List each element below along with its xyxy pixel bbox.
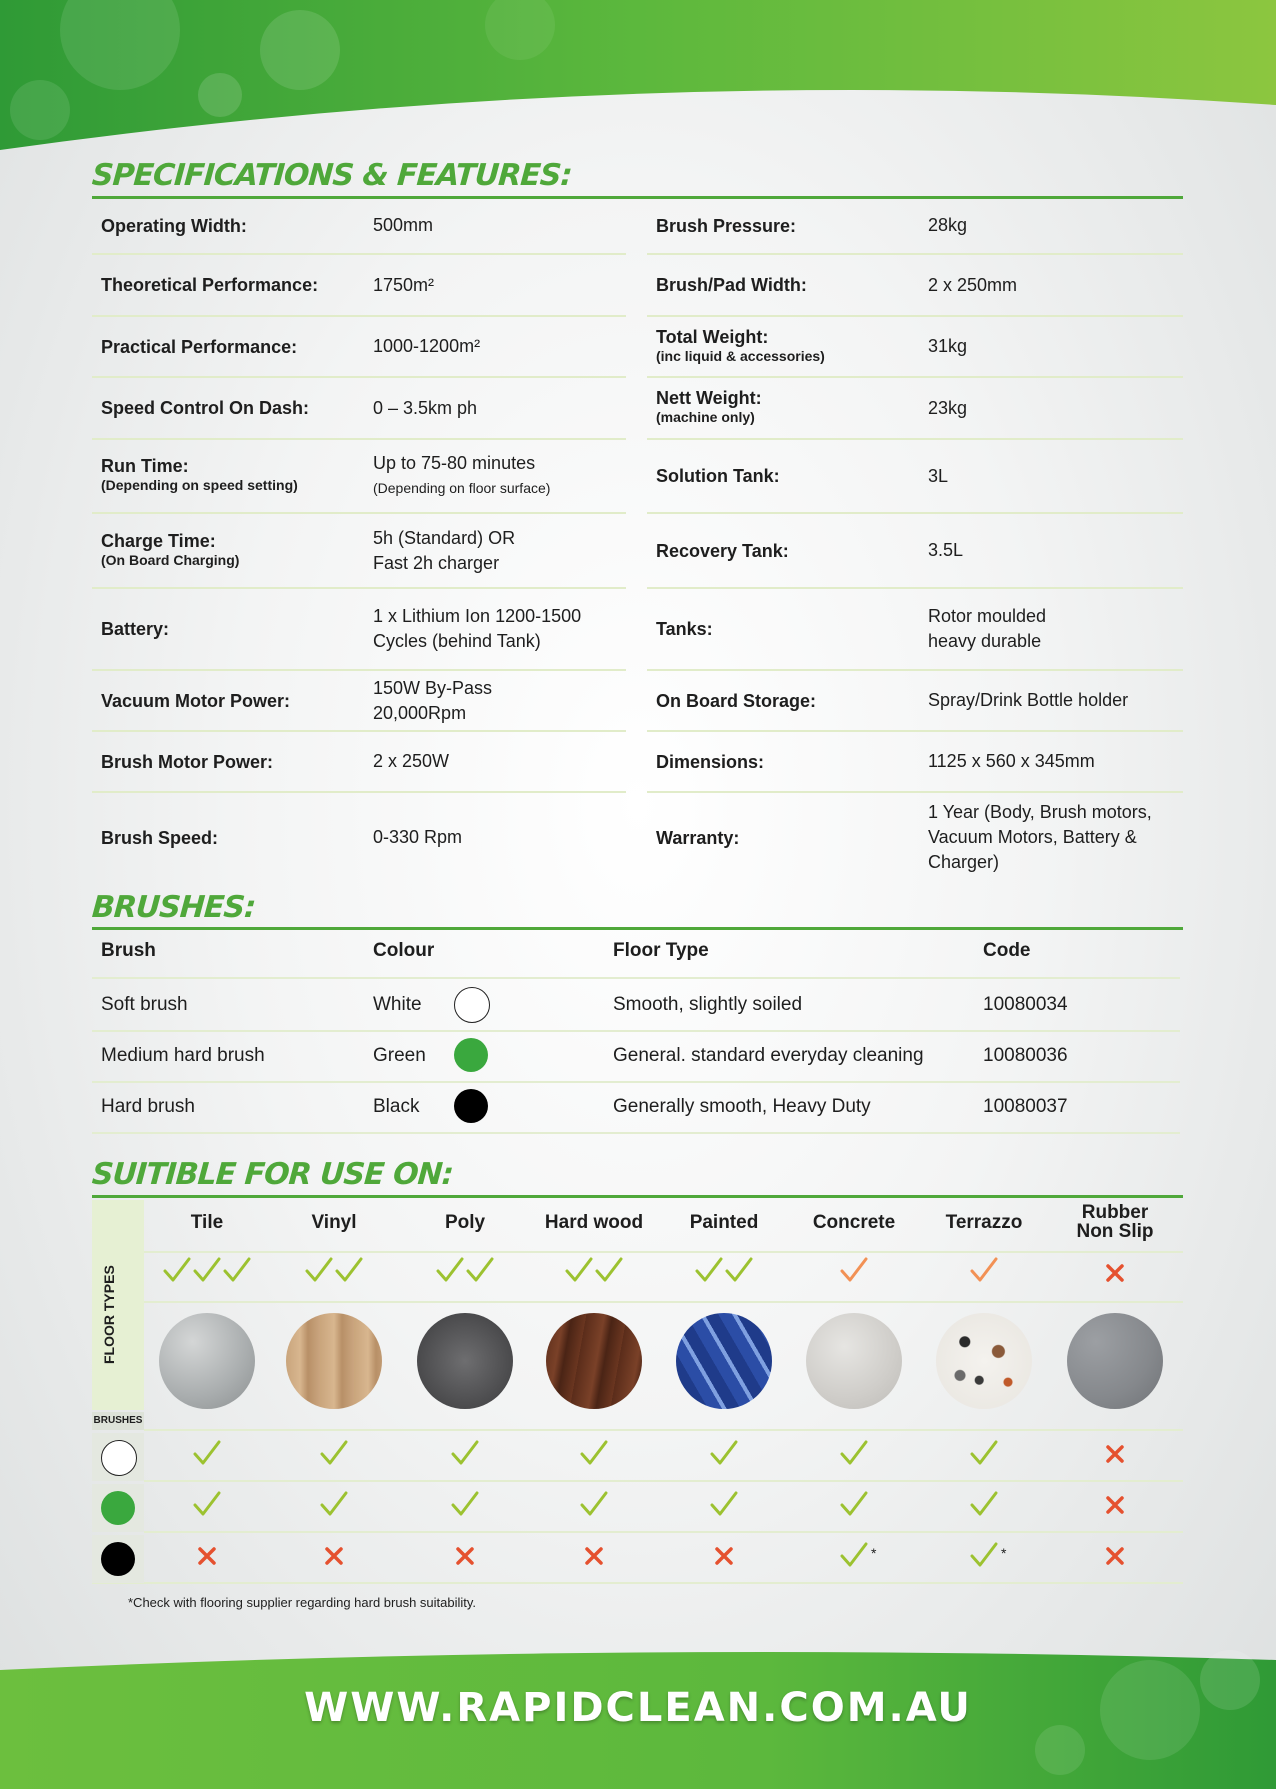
cross-icon [587,1549,601,1563]
spec-value [928,538,963,563]
suitability-mark [531,1541,657,1585]
spec-value-line: 150W By-Pass [373,677,493,698]
brush-colour: Black [373,1096,420,1117]
spec-row [92,317,626,378]
spec-value-line: 1 x Lithium Ion 1200-1500 [373,606,582,626]
spec-value [373,213,433,238]
suitability-mark [921,1439,1047,1483]
cross-wrap [144,1541,270,1572]
suitability-mark [271,1490,397,1534]
check-icon [468,1259,492,1280]
brush-colour-swatch [454,1038,488,1072]
floor-rating [402,1256,528,1292]
hardwood-photo [546,1313,642,1409]
brushes-header-divider [92,977,1180,979]
spec-value-line: 3.5L [928,540,964,560]
spec-label-text: On Board Storage: [656,690,817,711]
suitability-mark [144,1490,270,1534]
check-icon [453,1493,477,1514]
spec-label [656,751,764,773]
spec-value-line: Cycles (behind Tank) [373,631,541,651]
spec-value-line: 0 – 3.5km ph [373,397,478,418]
brush-colour: Green [373,1045,426,1066]
suitability-mark [271,1439,397,1483]
specs-title: SPECIFICATIONS & FEATURES: [90,158,573,193]
brushes-header-floor-type: Floor Type [613,940,709,961]
spec-value [373,749,449,774]
cross-wrap [402,1541,528,1572]
spec-value [928,334,967,359]
check-icon [438,1259,462,1280]
cross-icon [1108,1498,1122,1512]
cross-wrap [1052,1439,1178,1470]
spec-value-line: 20,000Rpm [373,702,467,723]
spec-value-line: Fast 2h charger [373,552,500,573]
spec-value-line: Spray/Drink Bottle holder [928,690,1129,710]
cross-wrap [1052,1490,1178,1521]
grid-divider [144,1429,1183,1431]
concrete-photo [806,1313,902,1409]
spec-row [92,732,626,793]
spec-value-line: (Depending on floor surface) [373,480,551,496]
spec-row [647,671,1183,732]
spec-label [101,274,318,296]
spec-value-line: 500mm [373,215,434,235]
check-icon [697,1259,721,1280]
spec-label [656,387,762,425]
spec-row [92,793,626,882]
spec-label [101,827,218,849]
spec-value-line: 1750m² [373,274,435,295]
brush-code: 10080037 [983,1096,1068,1117]
brush-floor-type: General. standard everyday cleaning [613,1045,924,1066]
floor-rating [531,1256,657,1292]
cross-icon [717,1549,731,1563]
spec-row [92,514,626,589]
spec-value [373,604,581,654]
suitability-mark [402,1439,528,1483]
spec-value [928,213,967,238]
floor-name: Hard wood [544,1212,644,1233]
vinyl-photo [286,1313,382,1409]
floor-name: Poly [444,1212,486,1233]
brush-swatch [101,1491,135,1525]
suitability-mark [661,1439,787,1483]
spec-value-line: 1000-1200m² [373,336,481,356]
brush-swatch [101,1542,135,1576]
brush-code: 10080036 [983,1045,1068,1066]
footnote: *Check with flooring supplier regarding hard brush suitability. [128,1595,477,1610]
suitability-mark [661,1541,787,1585]
floor-header [402,1213,528,1232]
spec-value [373,396,477,421]
spec-label [656,540,789,562]
floor-header [791,1213,917,1232]
suitability-mark [144,1439,270,1483]
floor-name: Painted [689,1212,759,1233]
spec-label [101,751,273,773]
spec-value [928,273,1017,298]
spec-label [656,274,807,296]
cross-icon [1108,1266,1122,1280]
header-banner [0,0,1276,150]
spec-label-text: Charge Time: [101,530,216,551]
spec-label-text: Operating Width: [101,215,247,236]
floor-name: Rubber [1081,1202,1149,1223]
spec-label-text: Brush Motor Power: [101,751,274,772]
spec-row [92,255,626,317]
suitable-rule [92,1195,1183,1198]
spec-label-note: (inc liquid & accessories) [656,347,825,364]
spec-label [656,827,739,849]
spec-row [647,378,1183,440]
cross-wrap [271,1541,397,1572]
check-icon [195,1493,219,1514]
floor-name: Concrete [812,1212,896,1233]
brush-name: Soft brush [101,994,188,1015]
brush-floor-type: Generally smooth, Heavy Duty [613,1096,871,1117]
spec-row [647,793,1183,882]
spec-row [92,198,626,255]
floor-header [1052,1203,1178,1241]
spec-value [373,676,492,726]
check-icon [597,1259,621,1280]
floor-types-side-panel [92,1200,144,1410]
cross-wrap [1052,1541,1178,1572]
brush-name: Hard brush [101,1096,195,1117]
spec-label-text: Speed Control On Dash: [101,398,310,418]
cross-icon [1108,1447,1122,1461]
suitability-mark [791,1541,917,1585]
spec-label-text: Tanks: [656,619,713,639]
spec-label-text: Recovery Tank: [656,540,789,561]
check-icon [712,1442,736,1463]
spec-value-line: 5h (Standard) OR [373,527,516,548]
spec-row [647,732,1183,793]
suitability-mark [531,1490,657,1534]
brush-colour-swatch [454,1089,488,1123]
cross-icon [458,1549,472,1563]
check-icon [322,1442,346,1463]
suitability-mark [144,1541,270,1585]
suitability-mark [271,1541,397,1585]
brushes-header-code: Code [983,940,1031,961]
floor-rating [661,1256,787,1292]
floor-rating [921,1256,1047,1292]
suitability-mark [921,1541,1047,1585]
floor-rating [1052,1256,1178,1292]
suitability-mark [402,1490,528,1534]
suitability-mark [1052,1490,1178,1534]
spec-value [373,825,462,850]
suitability-mark [402,1541,528,1585]
suitability-mark [791,1490,917,1534]
spec-label-text: Run Time: [101,456,189,476]
spec-label [101,455,298,493]
floor-rating [271,1256,397,1292]
spec-label [656,618,713,640]
spec-row [92,671,626,732]
spec-value-line: Charger) [928,852,1000,872]
spec-label-note: (Depending on speed setting) [101,477,298,493]
spec-row [92,589,626,671]
spec-value-line: 1 Year (Body, Brush motors, [928,802,1152,822]
website-url[interactable]: WWW.RAPIDCLEAN.COM.AU [304,1685,972,1731]
spec-value [928,800,1152,875]
check-icon [712,1493,736,1514]
tile-photo [159,1313,255,1409]
spec-label [656,465,780,487]
check-icon [453,1442,477,1463]
check-icon [842,1442,866,1463]
spec-value-line: 1125 x 560 x 345mm [928,751,1095,771]
check-icon [842,1259,866,1280]
spec-value-line: 2 x 250W [373,751,450,771]
check-icon [972,1442,996,1463]
floor-header [144,1213,270,1232]
spec-label [101,618,169,640]
grid-divider [144,1251,1183,1253]
floor-types-label: FLOOR TYPES [101,1265,117,1364]
spec-value-line: 0-330 Rpm [373,827,463,847]
check-icon [972,1493,996,1514]
spec-value-line: Rotor moulded [928,606,1047,626]
suitability-mark [921,1490,1047,1534]
suitability-mark [661,1490,787,1534]
spec-row [92,440,626,514]
spec-row [92,378,626,440]
spec-value [373,526,515,576]
poly-photo [417,1313,513,1409]
brush-row [92,980,1180,1032]
spec-row [647,198,1183,255]
spec-label-text: Nett Weight: [656,388,762,408]
check-icon [337,1259,361,1280]
rubber-photo [1067,1313,1163,1409]
floor-rating [791,1256,917,1292]
floor-header [921,1213,1047,1232]
spec-row [647,514,1183,589]
floor-header [271,1213,397,1232]
floor-name-line2: Non Slip [1076,1221,1154,1242]
brushes-header-brush: Brush [101,940,156,961]
spec-value [373,451,550,501]
spec-label [656,690,816,712]
spec-value [928,688,1128,713]
spec-label [101,397,309,419]
spec-value-line: heavy durable [928,631,1042,651]
spec-value-line: 23kg [928,397,968,418]
check-icon [195,1259,219,1280]
check-icon [972,1259,996,1280]
spec-row [647,255,1183,317]
grid-divider [144,1301,1183,1303]
brush-row [92,1082,1180,1134]
brushes-rule [92,927,1183,930]
spec-label-text: Vacuum Motor Power: [101,690,291,711]
brush-floor-type: Smooth, slightly soiled [613,994,803,1015]
spec-value [373,273,434,298]
spec-value [928,396,967,421]
cross-icon [1108,1549,1122,1563]
brushes-header-colour: Colour [373,940,435,961]
spec-label-text: Warranty: [656,827,740,848]
spec-value-line: 31kg [928,336,968,356]
painted-photo [676,1313,772,1409]
spec-label-note: (machine only) [656,409,755,425]
spec-label-text: Battery: [101,619,170,639]
check-icon [165,1259,189,1280]
brush-row [92,1031,1180,1083]
floor-name: Vinyl [311,1212,357,1233]
floor-name: Tile [190,1212,224,1233]
brush-name: Medium hard brush [101,1045,265,1066]
spec-row [647,589,1183,671]
terrazzo-photo [936,1313,1032,1409]
cross-icon [327,1549,341,1563]
brush-swatch [101,1440,137,1476]
floor-header [531,1213,657,1232]
cross-wrap [661,1541,787,1572]
cross-wrap [531,1541,657,1572]
spec-value [373,334,480,359]
spec-value [928,749,1095,774]
spec-label [101,530,239,568]
spec-label-text: Dimensions: [656,751,765,772]
brush-colour-swatch [454,987,490,1023]
floor-header [661,1213,787,1232]
check-icon [322,1493,346,1514]
spec-value-line: Up to 75-80 minutes [373,453,536,473]
spec-value-line: 3L [928,465,949,486]
floor-name: Terrazzo [945,1212,1023,1233]
suitability-mark [1052,1439,1178,1483]
brushes-side-label: BRUSHES [92,1412,144,1430]
check-icon [972,1544,996,1565]
cross-icon [200,1549,214,1563]
spec-label [101,336,297,358]
suitability-mark [1052,1541,1178,1585]
spec-label-note: (On Board Charging) [101,551,240,568]
spec-value-line: 2 x 250mm [928,274,1018,295]
spec-value-line: Vacuum Motors, Battery & [928,827,1137,847]
brushes-title: BRUSHES: [90,890,257,925]
brush-colour: White [373,994,422,1015]
check-icon [225,1259,249,1280]
spec-label-text: Total Weight: [656,326,769,347]
spec-value [928,464,948,489]
cross-wrap [1052,1256,1178,1289]
spec-label [101,690,290,712]
check-icon [842,1493,866,1514]
spec-label-text: Practical Performance: [101,336,298,357]
check-icon [195,1442,219,1463]
suitability-mark [791,1439,917,1483]
suitable-title: SUITIBLE FOR USE ON: [90,1157,454,1192]
suitability-mark [531,1439,657,1483]
check-icon [842,1544,866,1565]
spec-row [647,317,1183,378]
check-icon [727,1259,751,1280]
spec-row [647,440,1183,514]
floor-rating [144,1256,270,1292]
brush-code: 10080034 [983,994,1068,1015]
spec-label-text: Brush Pressure: [656,215,797,236]
check-icon [307,1259,331,1280]
spec-label [656,326,825,364]
spec-label [656,215,796,237]
spec-value-line: 28kg [928,215,968,235]
asterisk: * [1001,1545,1007,1561]
spec-label [101,215,247,237]
check-icon [582,1493,606,1514]
spec-value [928,604,1046,654]
spec-label-text: Brush/Pad Width: [656,275,807,295]
asterisk: * [871,1545,877,1561]
check-icon [582,1442,606,1463]
spec-label-text: Brush Speed: [101,827,219,848]
spec-label-text: Theoretical Performance: [101,275,319,295]
spec-label-text: Solution Tank: [656,466,780,486]
check-icon [567,1259,591,1280]
